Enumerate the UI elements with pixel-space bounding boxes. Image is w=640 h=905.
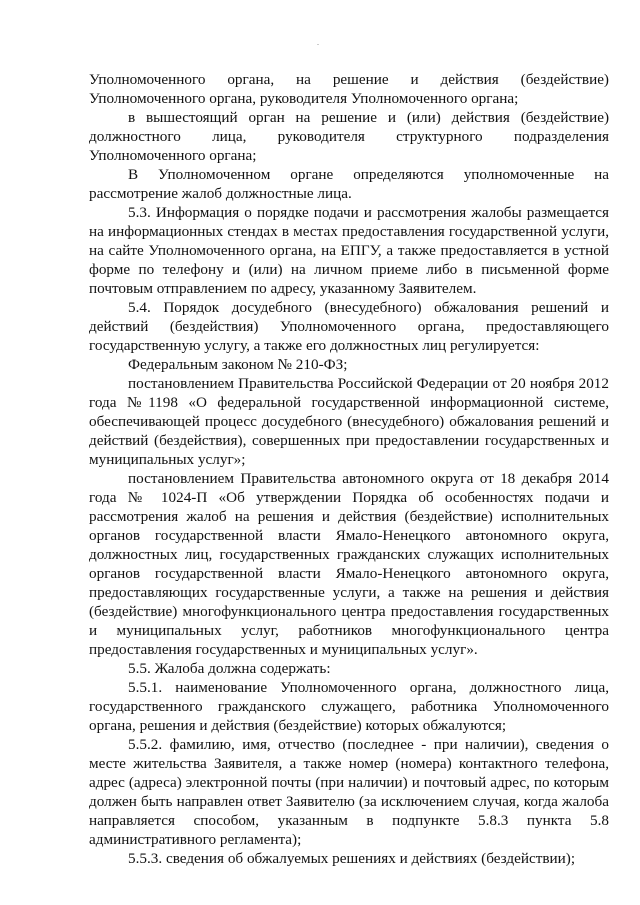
paragraph-2: в вышестоящий орган на решение и (или) действия (бездействие) должностного лица, руководителя структурного подразделения Уполномоченного органа; xyxy=(89,109,609,164)
paragraph-government-decree: постановлением Правительства Российской Федерации от 20 ноября 2012 года №1198 «О федеральной государственной информационной системе, обеспечивающей процесс досудебного (внесудебного) обжалования решений и действий (бездействия), совершенных при предоставлении государственных и муниципальных услуг»; xyxy=(89,375,609,468)
paragraph-5-5-1: 5.5.1. наименование Уполномоченного органа, должностного лица, государственного гражданского служащего, работника Уполномоченного органа, решения и действия (бездействие) которых обжалуются; xyxy=(89,679,609,734)
paragraph-5-3: 5.3. Информация о порядке подачи и рассмотрения жалобы размещается на информационных стендах в местах предоставления государственной услуги, на сайте Уполномоченного органа, на ЕПГУ, а также предоставляется в устной форме по телефону и (или) на личном приеме либо в письменной форме почтовым отправлением по адресу, указанному Заявителем. xyxy=(89,204,609,297)
scan-artifact xyxy=(317,44,319,45)
paragraph-5-4: 5.4. Порядок досудебного (внесудебного) обжалования решений и действий (бездействия) Уполномоченного органа, предоставляющего государственную услугу, а также его должностных лиц регулируется: xyxy=(89,299,609,354)
paragraph-1: Уполномоченного органа, на решение и действия (бездействие) Уполномоченного органа, руководителя Уполномоченного органа; xyxy=(89,71,609,107)
paragraph-5-5-3: 5.5.3. сведения об обжалуемых решениях и действиях (бездействии); xyxy=(128,850,576,867)
paragraph-5-5: 5.5. Жалоба должна содержать: xyxy=(128,660,331,677)
paragraph-federal-law: Федеральным законом № 210-ФЗ; xyxy=(128,356,348,373)
paragraph-5-5-2: 5.5.2. фамилию, имя, отчество (последнее - при наличии), сведения о месте жительства Заявителя, а также номер (номера) контактного телефона, адрес (адреса) электронной почты (при наличии) и почтовый адрес, по которым должен быть направлен ответ Заявителю (за исключением случая, когда жалоба направляется способом, указанным в подпункте 5.8.3 пункта 5.8 административного регламента); xyxy=(89,736,609,848)
paragraph-3: В Уполномоченном органе определяются уполномоченные на рассмотрение жалоб должностные лица. xyxy=(89,166,609,202)
paragraph-okrug-decree: постановлением Правительства автономного округа от 18 декабря 2014 года № 1024-П «Об утверждении Порядка об особенностях подачи и рассмотрения жалоб на решения и действия (бездействие) исполнительных органов государственной власти Ямало-Ненецкого автономного округа, должностных лиц, государственных гражданских служащих исполнительных органов государственной власти Ямало-Ненецкого автономного округа, предоставляющих государственные услуги, а также на решения и действия (бездействие) многофункционального центра предоставления государственных и муниципальных услуг, работников многофункционального центра предоставления государственных и муниципальных услуг». xyxy=(89,470,609,658)
document-page xyxy=(89,70,609,868)
